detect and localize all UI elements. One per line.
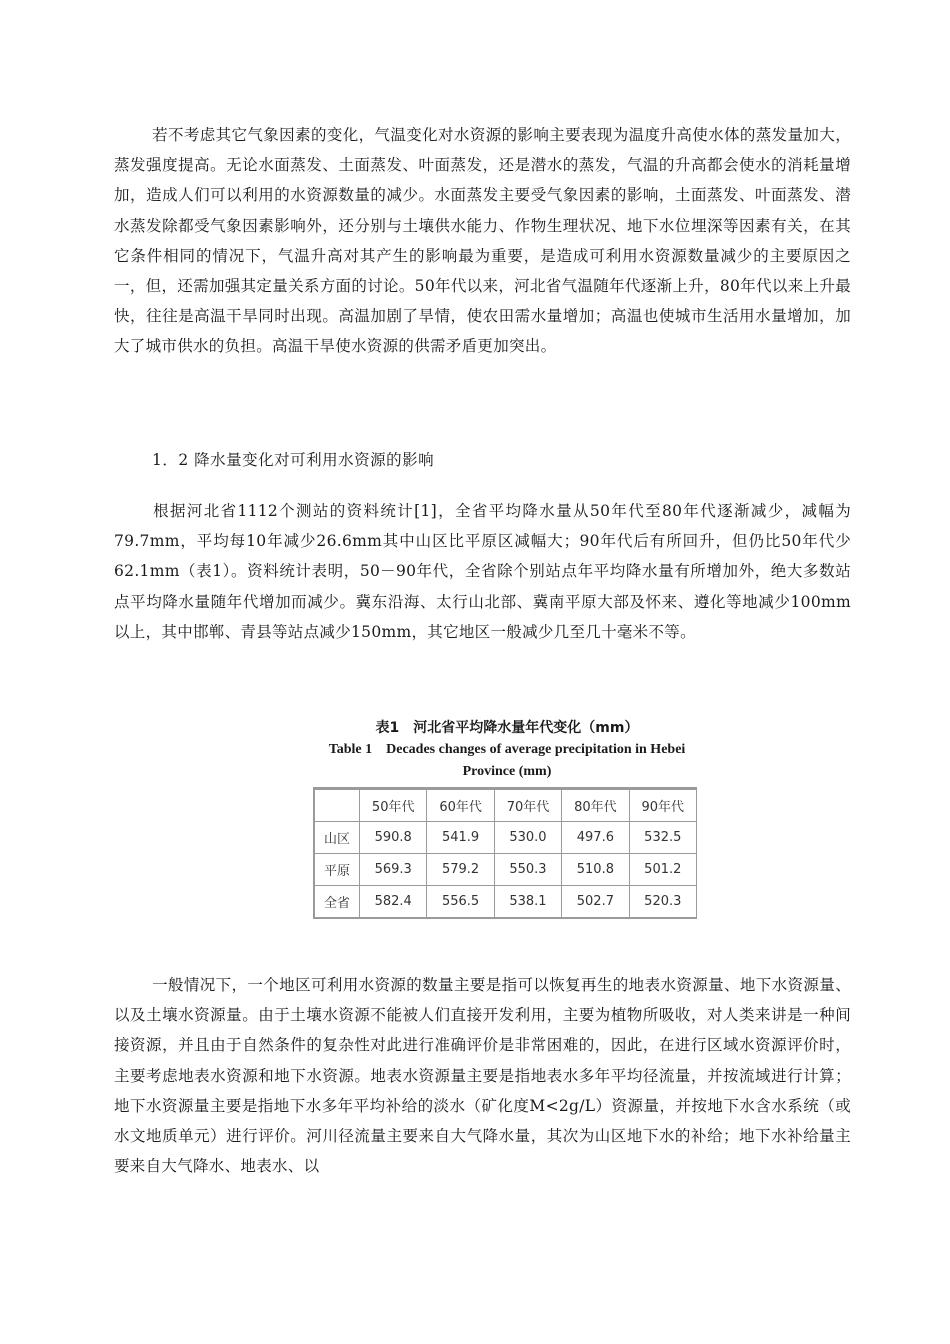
table-row <box>314 854 697 886</box>
header-cell <box>314 789 360 822</box>
table-cell: 550.3 <box>494 854 561 886</box>
header-cell: 90年代 <box>629 789 696 822</box>
table-cell: 532.5 <box>629 822 696 854</box>
table-row <box>314 886 697 919</box>
row-label: 平原 <box>314 854 360 886</box>
row-label: 全省 <box>314 886 360 919</box>
table-cell: 501.2 <box>629 854 696 886</box>
table-caption-en-line2: Province (mm) <box>462 764 552 779</box>
table-cell: 497.6 <box>562 822 629 854</box>
section-heading: 1．2 降水量变化对可利用水资源的影响 <box>152 451 435 469</box>
table-cell: 590.8 <box>360 822 427 854</box>
table-cell: 541.9 <box>427 822 494 854</box>
table-header-row <box>314 789 697 822</box>
paragraph-temperature-effect <box>114 120 851 362</box>
header-cell: 70年代 <box>494 789 561 822</box>
table-figure <box>313 717 701 919</box>
table-cell: 530.0 <box>494 822 561 854</box>
table-cell: 520.3 <box>629 886 696 919</box>
table-cell: 556.5 <box>427 886 494 919</box>
header-cell: 60年代 <box>427 789 494 822</box>
table-cell: 569.3 <box>360 854 427 886</box>
table-caption-zh: 表1 河北省平均降水量年代变化（mm） <box>375 720 639 736</box>
paragraph-text: 根据河北省1112个测站的资料统计[1]，全省平均降水量从50年代至80年代逐渐减少，减幅为79.7mm，平均每10年减少26.6mm其中山区比平原区减幅大；90年代后有所回升，但仍比50年代少62.1mm（表1）。资料统计表明，50－90年代，全省除个别站点年平均降水量有所增加外，绝大多数站点平均降水量随年代增加而减少。冀东沿海、太行山北部、冀南平原大部及怀来、遵化等地减少100mm以上，其中邯郸、青县等站点减少150mm，其它地区一般减少几至几十毫米不等。 <box>114 502 851 641</box>
row-label: 山区 <box>314 822 360 854</box>
paragraph-text: 若不考虑其它气象因素的变化，气温变化对水资源的影响主要表现为温度升高使水体的蒸发量加大，蒸发强度提高。无论水面蒸发、土面蒸发、叶面蒸发，还是潜水的蒸发，气温的升高都会使水的消耗量增加，造成人们可以利用的水资源数量的减少。水面蒸发主要受气象因素的影响，土面蒸发、叶面蒸发、潜水蒸发除都受气象因素影响外，还分别与土壤供水能力、作物生理状况、地下水位埋深等因素有关，在其它条件相同的情况下，气温升高对其产生的影响最为重要，是造成可利用水资源数量减少的主要原因之一，但，还需加强其定量关系方面的讨论。50年代以来，河北省气温随年代逐渐上升，80年代以来上升最快，往往是高温干旱同时出现。高温加剧了旱情，使农田需水量增加；高温也使城市生活用水量增加，加大了城市供水的负担。高温干旱使水资源的供需矛盾更加突出。 <box>114 126 851 356</box>
table-cell: 510.8 <box>562 854 629 886</box>
table-cell: 502.7 <box>562 886 629 919</box>
paragraph-water-resources <box>114 970 851 1181</box>
table-row <box>314 822 697 854</box>
table-cell: 582.4 <box>360 886 427 919</box>
precipitation-table <box>313 787 697 919</box>
paragraph-precipitation-change <box>114 496 851 647</box>
header-cell: 80年代 <box>562 789 629 822</box>
paragraph-text: 一般情况下，一个地区可利用水资源的数量主要是指可以恢复再生的地表水资源量、地下水资源量、以及土壤水资源量。由于土壤水资源不能被人们直接开发利用，主要为植物所吸收，对人类来讲是一种间接资源，并且由于自然条件的复杂性对此进行准确评价是非常困难的，因此，在进行区域水资源评价时，主要考虑地表水资源和地下水资源。地表水资源量主要是指地表水多年平均径流量，并按流域进行计算；地下水资源量主要是指地下水多年平均补给的淡水（矿化度M<2g/L）资源量，并按地下水含水系统（或水文地质单元）进行评价。河川径流量主要来自大气降水量，其次为山区地下水的补给；地下水补给量主要来自大气降水、地表水、以 <box>114 976 851 1176</box>
header-cell: 50年代 <box>360 789 427 822</box>
table-cell: 579.2 <box>427 854 494 886</box>
table-cell: 538.1 <box>494 886 561 919</box>
table-caption-en-line1: Table 1 Decades changes of average precipitation in Hebei <box>328 742 686 757</box>
